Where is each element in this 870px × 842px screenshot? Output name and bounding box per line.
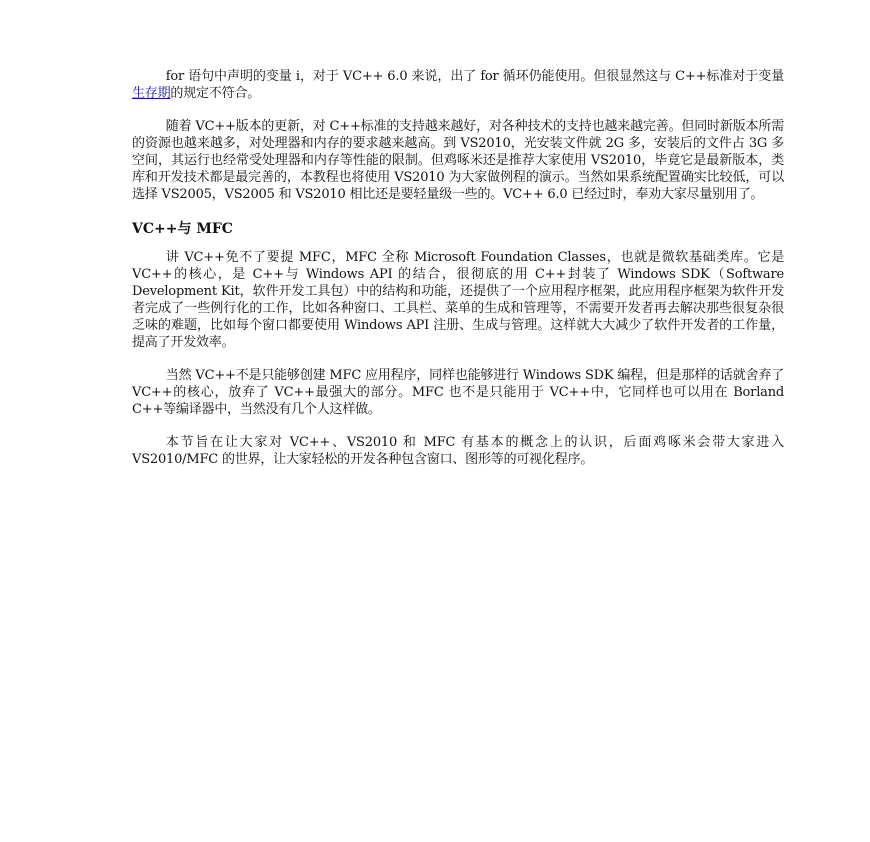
paragraph-section-summary: 本节旨在让大家对 VC++、VS2010 和 MFC 有基本的概念上的认识，后面鸡啄米会带大家进入 VS2010/MFC 的世界，让大家轻松的开发各种包含窗口、图形等的可视化程序。 xyxy=(132,435,784,467)
section-heading-vc-mfc: VC++与 MFC xyxy=(132,221,233,237)
paragraph-sdk-programming: 当然 VC++不是只能够创建 MFC 应用程序，同样也能够进行 Windows SDK 编程，但是那样的话就舍弃了 VC++的核心，放弃了 VC++最强大的部分。MFC 也不是只能用于 VC++中，它同样也可以用在 Borland C++等编译器中，当然没有几个人这样做。 xyxy=(132,368,784,417)
document-page xyxy=(132,68,784,484)
paragraph-text: for 语句中声明的变量 i，对于 VC++ 6.0 来说，出了 for 循环仍能使用。但很显然这与 C++标准对于变量 xyxy=(165,69,784,84)
lifetime-link[interactable]: 生存期 xyxy=(132,86,171,101)
paragraph-mfc-intro: 讲 VC++免不了要提 MFC，MFC 全称 Microsoft Foundation Classes，也就是微软基础类库。它是 VC++的核心，是 C++与 Windows API 的结合，很彻底的用 C++封装了 Windows SDK（Software Development Kit，软件开发工具包）中的结构和功能，还提供了一个应用程序框架，此应用程序框架为软件开发者完成了一些例行化的工作，比如各种窗口、工具栏、菜单的生成和管理等，不需要开发者再去解决那些很复杂很乏味的难题，比如每个窗口都要使用 Windows API 注册、生成与管理。这样就大大减少了软件开发者的工作量，提高了开发效率。 xyxy=(132,250,784,350)
paragraph-text: 的规定不符合。 xyxy=(170,86,261,101)
paragraph-for-loop-scope xyxy=(132,68,784,102)
paragraph-vs-versions: 随着 VC++版本的更新，对 C++标准的支持越来越好，对各种技术的支持也越来越完善。但同时新版本所需的资源也越来越多，对处理器和内存的要求越来越高。到 VS2010，光安装文件就 2G 多，安装后的文件占 3G 多空间，其运行也经常受处理器和内存等性能的限制。但鸡啄米还是推荐大家使用 VS2010，毕竟它是最新版本，类库和开发技术都是最完善的，本教程也将使用 VS2010 为大家做例程的演示。当然如果系统配置确实比较低，可以选择 VS2005，VS2005 和 VS2010 相比还是要轻量级一些的。VC++ 6.0 已经过时，奉劝大家尽量别用了。 xyxy=(132,119,784,202)
